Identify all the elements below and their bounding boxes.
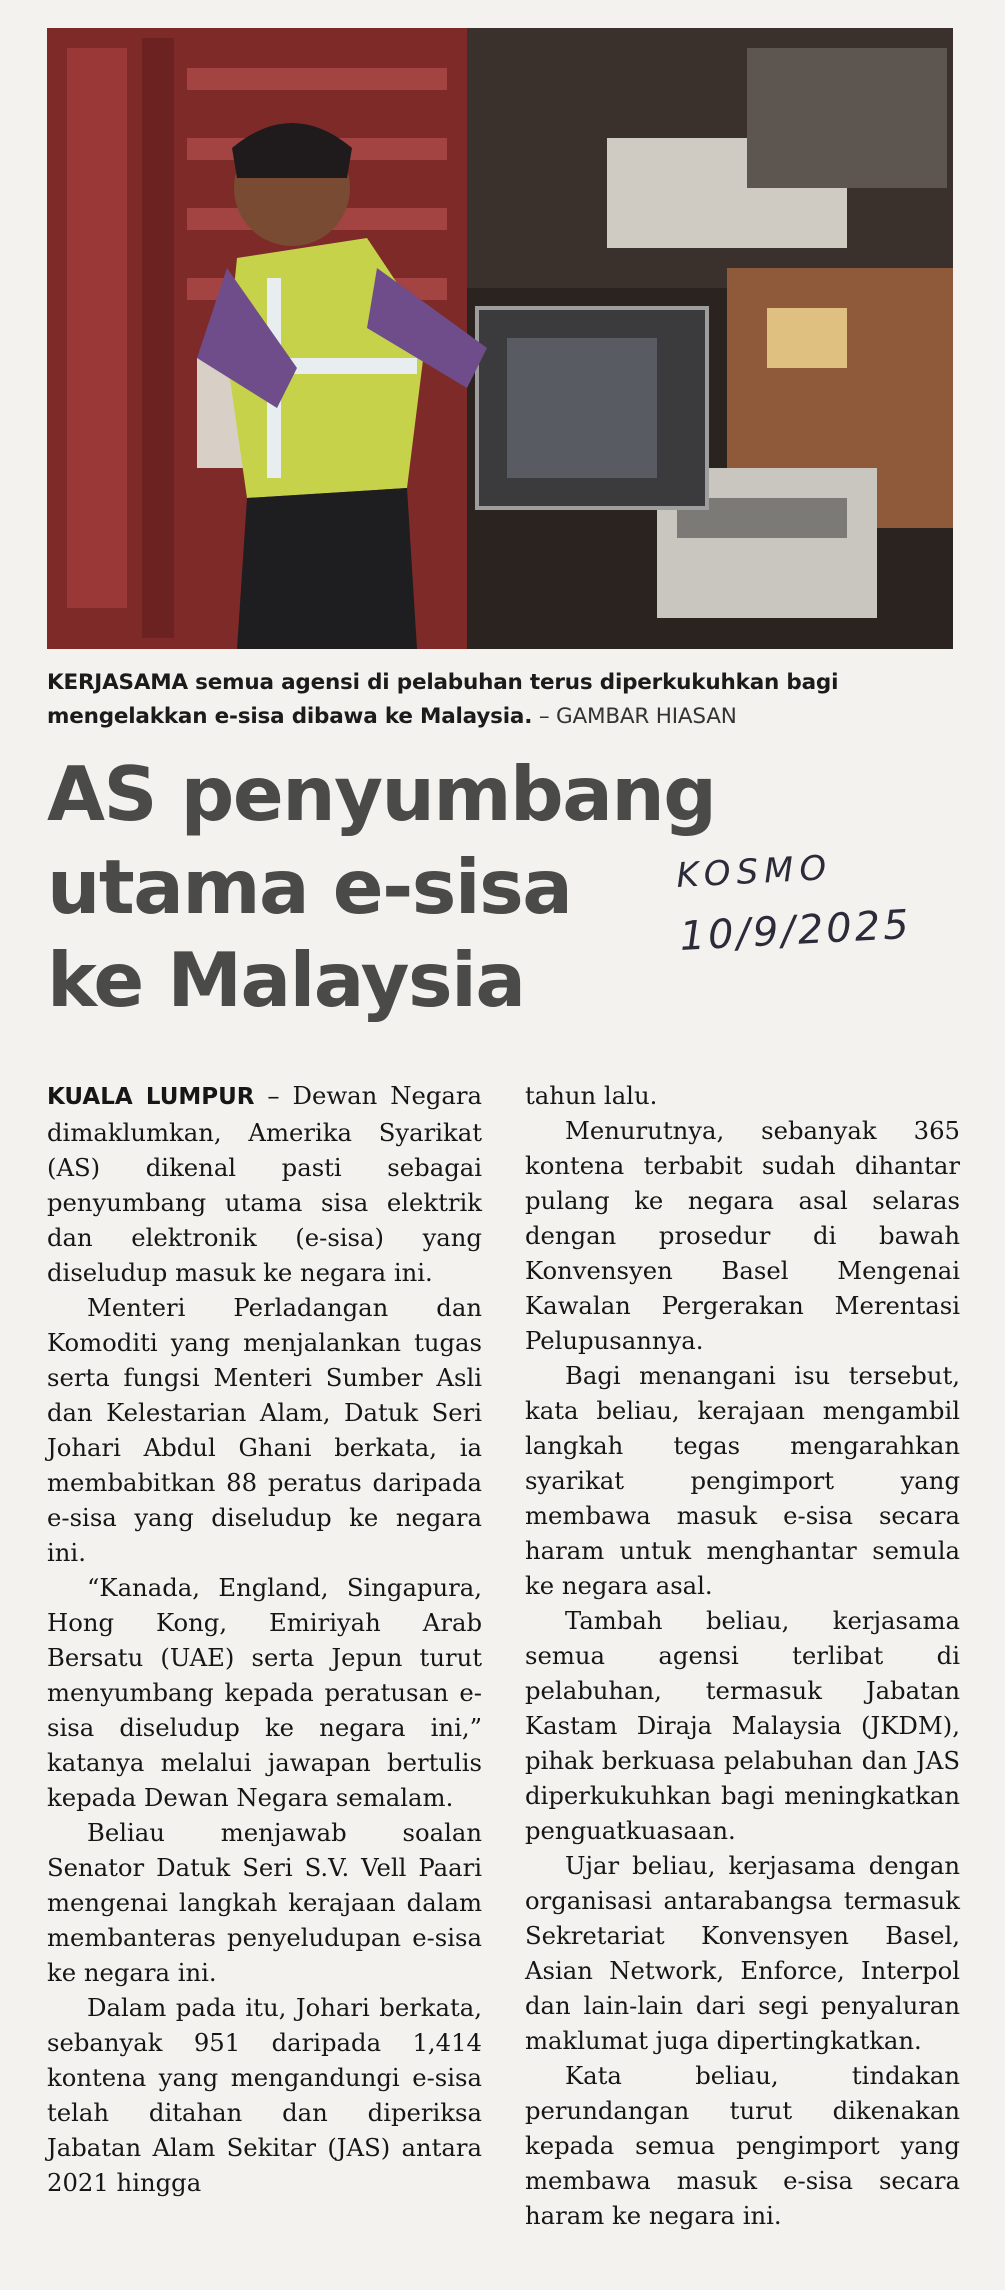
dateline: KUALA LUMPUR — [47, 1084, 255, 1110]
headline-line-2: utama e-sisa — [47, 843, 572, 931]
article-column-right — [525, 1078, 960, 2233]
headline — [47, 748, 747, 1027]
paragraph: Beliau menjawab soalan Senator Datuk Seri S.V. Vell Paari mengenai langkah kerajaan dalam membanteras penyeludupan e-sisa ke negara ini. — [47, 1818, 482, 1987]
annotation-date: 10/9/2025 — [678, 901, 913, 960]
photo-caption — [47, 666, 967, 734]
paragraph: Dalam pada itu, Johari berkata, sebanyak 951 daripada 1,414 kontena yang mengandungi e-sisa telah ditahan dan diperiksa Jabatan Alam Sekitar (JAS) antara 2021 hingga — [47, 1993, 482, 2197]
article-column-left — [47, 1078, 482, 2200]
headline-line-1: AS penyumbang — [47, 750, 716, 838]
caption-credit: – GAMBAR HIASAN — [532, 704, 737, 729]
paragraph: Ujar beliau, kerjasama dengan organisasi antarabangsa termasuk Sekretariat Konvensyen Basel, Asian Network, Enforce, Interpol dan lain-lain dari segi penyaluran maklumat juga dipertingkatkan. — [525, 1851, 960, 2055]
paragraph-continuation: tahun lalu. — [525, 1081, 658, 1110]
caption-lead: KERJASAMA semua agensi di pelabuhan terus diperkukuhkan bagi mengelakkan e-sisa dibawa ke Malaysia. — [47, 670, 839, 729]
paragraph: Kata beliau, tindakan perundangan turut dikenakan kepada semua pengimport yang membawa masuk e-sisa secara haram ke negara ini. — [525, 2061, 960, 2230]
paragraph: Menurutnya, sebanyak 365 kontena terbabit sudah dihantar pulang ke negara asal selaras dengan prosedur di bawah Konvensyen Basel Mengenai Kawalan Pergerakan Merentasi Pelupusannya. — [525, 1116, 960, 1355]
article-photo — [47, 28, 953, 649]
paragraph: Menteri Perladangan dan Komoditi yang menjalankan tugas serta fungsi Menteri Sumber Asli dan Kelestarian Alam, Datuk Seri Johari Abdul Ghani berkata, ia membabitkan 88 peratus daripada e-sisa yang diseludup ke negara ini. — [47, 1293, 482, 1567]
paragraph — [47, 1078, 482, 1290]
photo-worker-carrying-computer-icon — [47, 28, 953, 649]
annotation-publication: KOSMO — [675, 847, 834, 897]
paragraph: Tambah beliau, kerjasama semua agensi terlibat di pelabuhan, termasuk Jabatan Kastam Diraja Malaysia (JKDM), pihak berkuasa pelabuhan dan JAS diperkukuhkan bagi meningkatkan penguatkuasaan. — [525, 1606, 960, 1845]
paragraph: Bagi menangani isu tersebut, kata beliau, kerajaan mengambil langkah tegas mengarahkan syarikat pengimport yang membawa masuk e-sisa secara haram untuk menghantar semula ke negara asal. — [525, 1361, 960, 1600]
paragraph-text: – Dewan Negara dimaklumkan, Amerika Syarikat (AS) dikenal pasti sebagai penyumbang utama sisa elektrik dan elektronik (e-sisa) yang diseludup masuk ke negara ini. — [47, 1081, 482, 1287]
headline-line-3: ke Malaysia — [47, 936, 525, 1024]
handwritten-annotation — [675, 844, 913, 960]
paragraph: “Kanada, England, Singapura, Hong Kong, Emiriyah Arab Bersatu (UAE) serta Jepun turut menyumbang kepada peratusan e-sisa diseludup ke negara ini,” katanya melalui jawapan bertulis kepada Dewan Negara semalam. — [47, 1573, 482, 1812]
